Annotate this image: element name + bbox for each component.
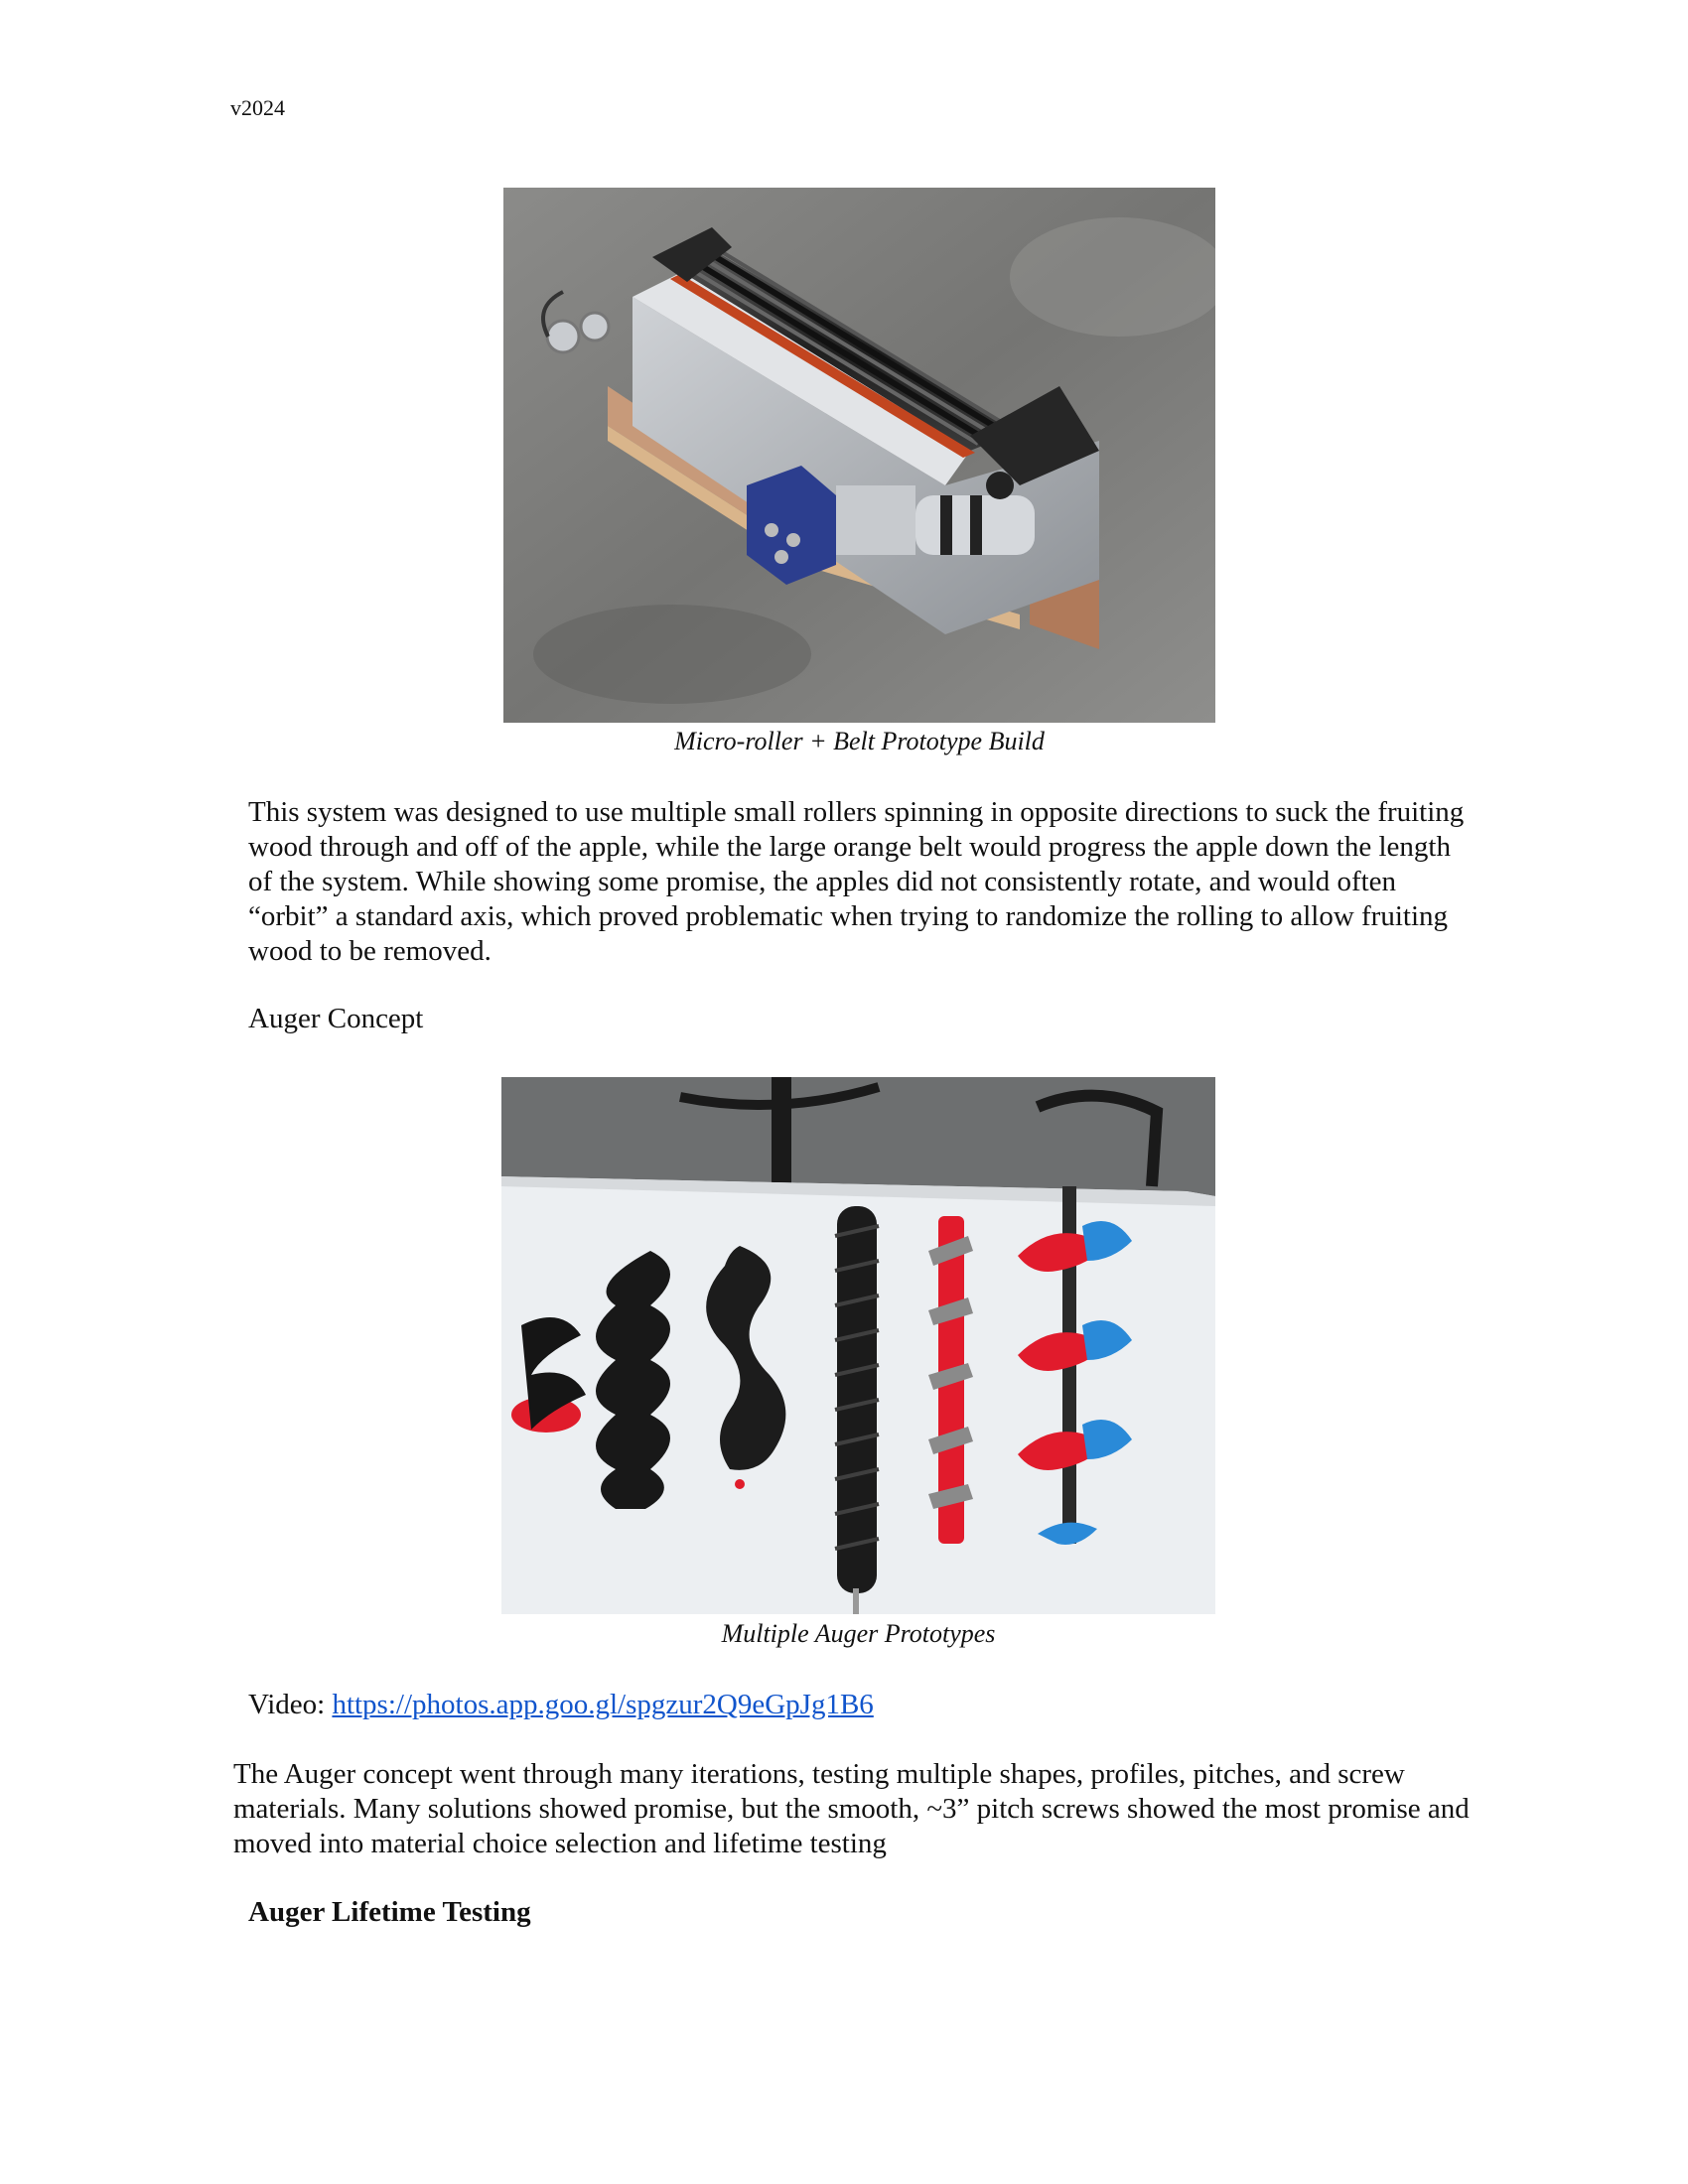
- machine-photo-icon: [503, 188, 1215, 723]
- video-label: Video:: [248, 1689, 333, 1720]
- paragraph-micro-roller: This system was designed to use multiple small rollers spinning in opposite directions to suck the fruiting wood through and off of the apple, while the large orange belt would progress the apple down the length of the system. While showing some promise, the apples did not consistently rotate, and would often “orbit” a standard axis, which proved problematic when trying to randomize the rolling to allow fruiting wood to be removed.: [248, 796, 1465, 967]
- figure2-caption: Multiple Auger Prototypes: [721, 1619, 996, 1648]
- micro-roller-prototype-photo: [503, 188, 1215, 723]
- section-title-auger-concept: Auger Concept: [248, 1003, 424, 1034]
- augers-photo-icon: [501, 1077, 1215, 1614]
- video-link[interactable]: https://photos.app.goo.gl/spgzur2Q9eGpJg1B6: [332, 1689, 874, 1720]
- section-title-auger-lifetime-testing: Auger Lifetime Testing: [248, 1896, 531, 1928]
- version-label: v2024: [230, 95, 285, 120]
- paragraph-auger-iterations: The Auger concept went through many iterations, testing multiple shapes, profiles, pitches, and screw materials. Many solutions showed promise, but the smooth, ~3” pitch screws showed the most promise and moved into material choice selection and lifetime testing: [233, 1758, 1470, 1859]
- auger-prototypes-photo: [501, 1077, 1215, 1614]
- video-line: [248, 1688, 874, 1722]
- figure1-caption: Micro-roller + Belt Prototype Build: [674, 727, 1045, 755]
